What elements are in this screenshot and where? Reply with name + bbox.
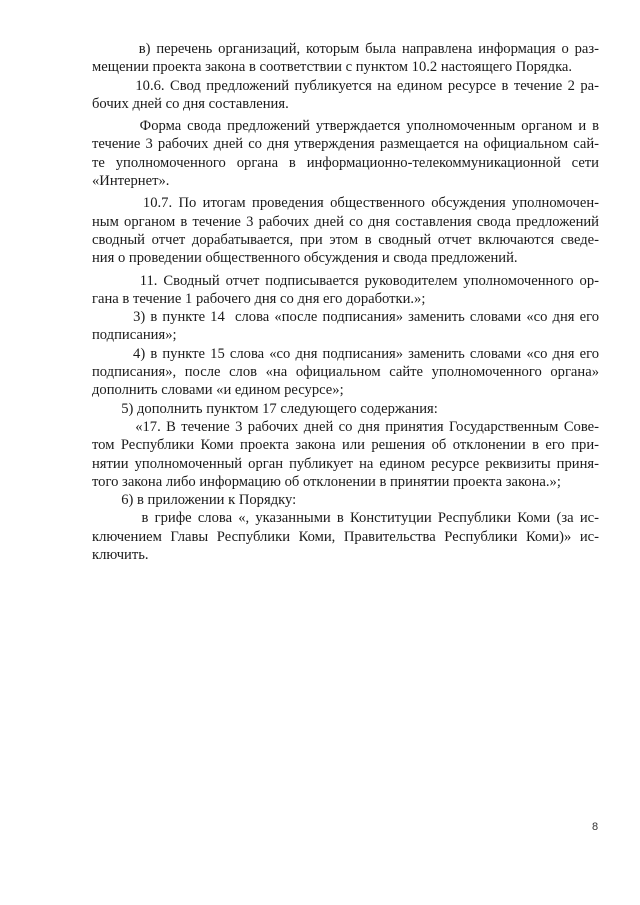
text-line: ния о проведении общественного обсуждения и свода предложений. xyxy=(92,250,518,267)
text-line: ключением Главы Республики Коми, Правительства Республики Коми)» ис- xyxy=(92,528,599,545)
text-line: сводный отчет дорабатывается, при этом в сводный отчет включаются сведе- xyxy=(92,231,599,248)
text-line: в грифе слова «, указанными в Конституции Республики Коми (за ис- xyxy=(92,510,599,527)
text-line: Форма свода предложений утверждается уполномоченным органом и в xyxy=(92,118,599,135)
text-line: того закона либо информацию об отклонении в принятии проекта закона.»; xyxy=(92,473,561,490)
text-line: том Республики Коми проекта закона или решения об отклонении в его при- xyxy=(92,437,599,454)
text-line: 6) в приложении к Порядку: xyxy=(92,492,297,509)
page-number: 8 xyxy=(592,821,599,833)
text-line: те уполномоченного органа в информационно-телекоммуникационной сети xyxy=(92,154,599,171)
text-line: бочих дней со дня составления. xyxy=(92,95,289,112)
document-text xyxy=(92,40,599,564)
text-line: подписания», после слов «на официальном сайте уполномоченного органа» xyxy=(92,364,599,381)
text-line: течение 3 рабочих дней со дня утверждения размещается на официальном сай- xyxy=(92,136,599,153)
text-line: 4) в пункте 15 слова «со дня подписания» заменить словами «со дня его xyxy=(92,345,599,362)
text-line: 11. Сводный отчет подписывается руководителем уполномоченного ор- xyxy=(92,272,599,289)
text-line: ным органом в течение 3 рабочих дней со дня составления свода предложений xyxy=(92,213,599,230)
text-line: гана в течение 1 рабочего дня со дня его доработки.»; xyxy=(92,290,426,307)
text-line: в) перечень организаций, которым была направлена информация о раз- xyxy=(92,41,599,57)
text-line: мещении проекта закона в соответствии с пунктом 10.2 настоящего Порядка. xyxy=(92,59,573,76)
text-line: нятии уполномоченный орган публикует на едином ресурсе реквизиты приня- xyxy=(92,455,599,472)
text-line: 3) в пункте 14 слова «после подписания» заменить словами «со дня его xyxy=(92,309,599,326)
text-line: «Интернет». xyxy=(92,173,170,190)
text-line: 10.6. Свод предложений публикуется на едином ресурсе в течение 2 ра- xyxy=(92,77,599,94)
text-line: «17. В течение 3 рабочих дней со дня принятия Государственным Сове- xyxy=(92,418,599,435)
text-line: подписания»; xyxy=(92,327,177,344)
text-line: ключить. xyxy=(92,547,149,564)
text-line: дополнить словами «и едином ресурсе»; xyxy=(92,382,344,399)
text-line: 10.7. По итогам проведения общественного обсуждения уполномочен- xyxy=(92,195,599,212)
text-line: 5) дополнить пунктом 17 следующего содержания: xyxy=(92,400,438,417)
